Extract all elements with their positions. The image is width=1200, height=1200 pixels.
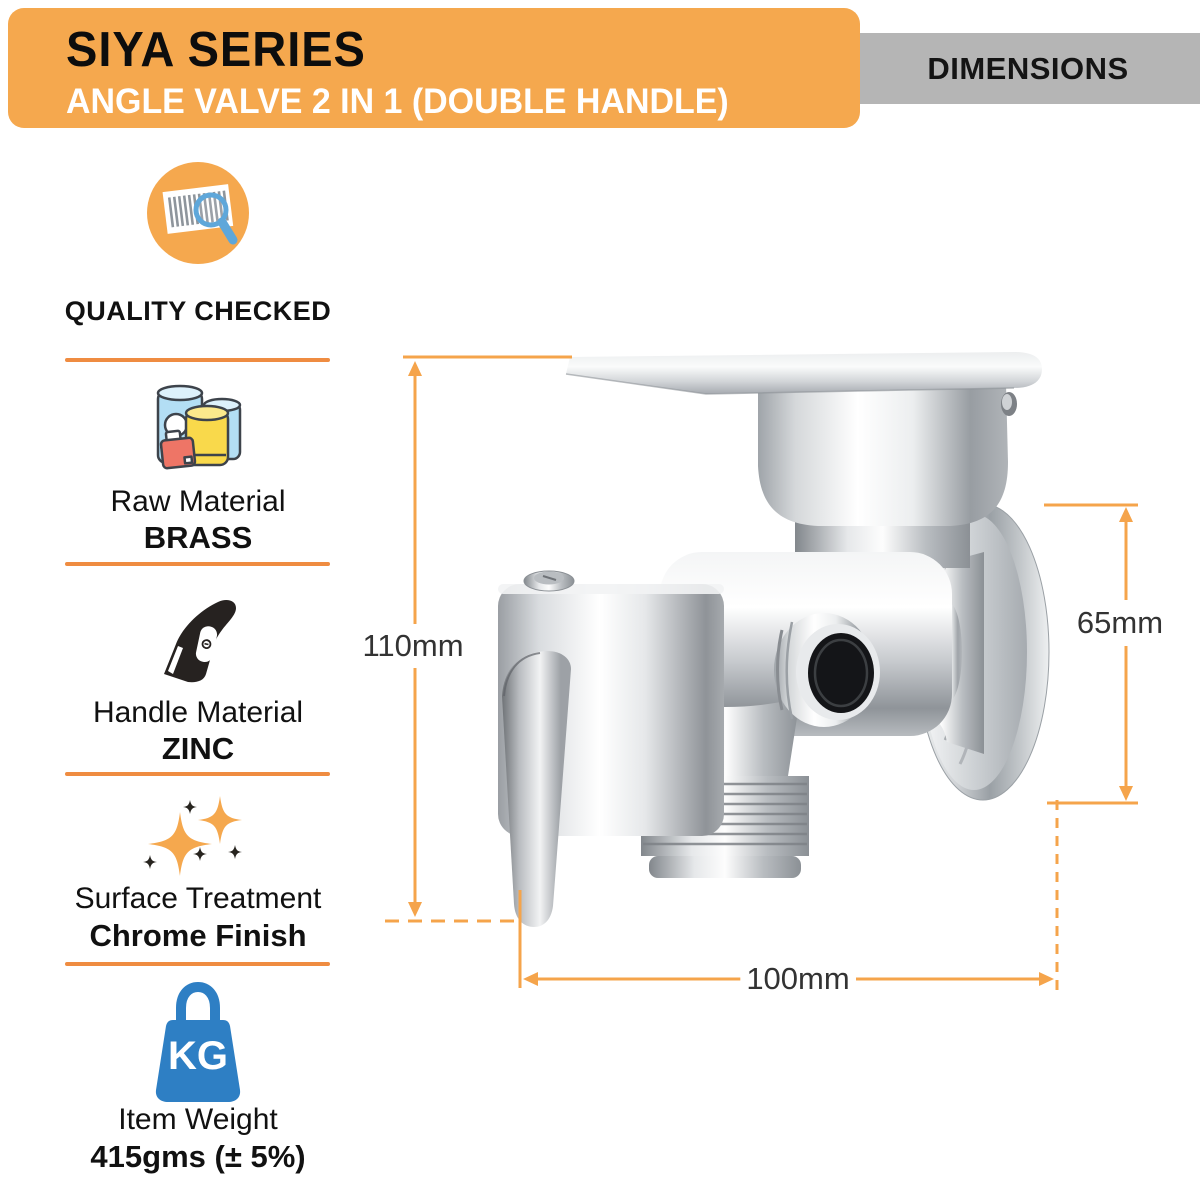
divider (65, 358, 330, 362)
divider (65, 962, 330, 966)
quality-checked-icon (145, 160, 251, 266)
feature-value: 415gms (± 5%) (90, 1139, 306, 1174)
divider (65, 772, 330, 776)
dimension-height-label: 110mm (356, 628, 469, 664)
feature-value: BRASS (143, 520, 253, 555)
feature-label: Raw Material (110, 485, 286, 518)
valve-product-image (360, 330, 1200, 1030)
feature-label: Handle Material (92, 696, 304, 729)
dimension-line-65mm (1044, 505, 1138, 803)
dimension-flange-label: 65mm (1071, 605, 1169, 641)
dimension-width-label: 100mm (740, 961, 855, 997)
feature-label: Surface Treatment (74, 882, 322, 915)
feature-label: QUALITY CHECKED (64, 296, 332, 326)
dimensions-tab-label: DIMENSIONS (927, 50, 1129, 86)
valve-drawing (498, 352, 1049, 927)
feature-value: Chrome Finish (89, 918, 307, 953)
item-weight-icon (145, 982, 251, 1104)
feature-label: Item Weight (118, 1103, 278, 1136)
features-sidebar (40, 140, 356, 1190)
raw-material-icon (146, 374, 250, 476)
header-banner (8, 8, 860, 128)
series-title: SIYA SERIES (66, 23, 366, 77)
kg-label: KG (168, 1034, 228, 1078)
surface-treatment-icon (138, 792, 258, 878)
divider (65, 562, 330, 566)
product-name: ANGLE VALVE 2 IN 1 (DOUBLE HANDLE) (66, 82, 729, 121)
feature-value: ZINC (161, 731, 235, 766)
handle-material-icon (150, 588, 246, 684)
dimensions-tab (856, 33, 1200, 104)
